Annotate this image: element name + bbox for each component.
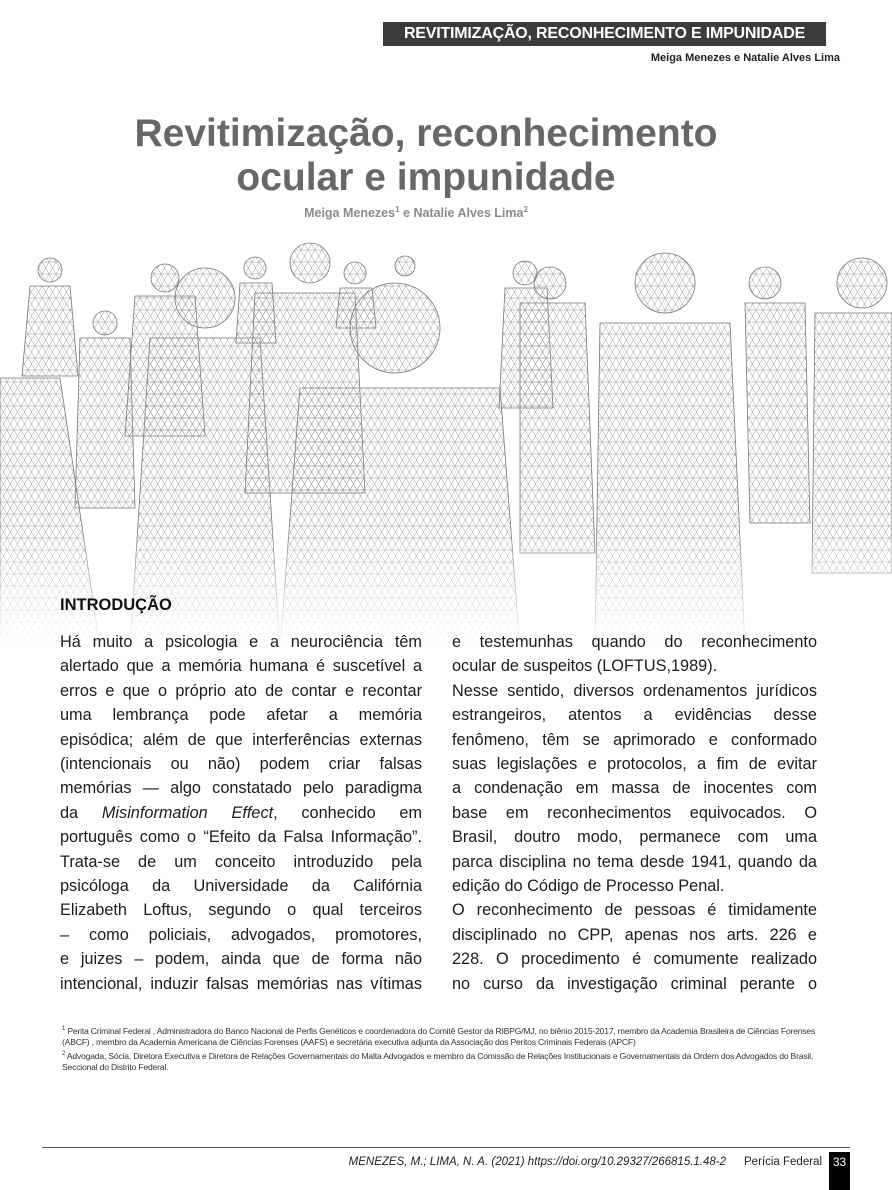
text-line: psicóloga da Universidade da Califórnia (60, 877, 422, 896)
text-line: base em reconhecimentos equivocados. O (452, 803, 817, 822)
byline-connector: e (399, 206, 414, 221)
footnote-text: Advogada, Sócia, Diretora Executiva e Diretora de Relações Governamentais do Malta Advogados e membro da Comissão de Relações Institucionais e Governamentais da Ordem dos Advogados do Brasil, Seccional do Distrito Federal. (62, 1050, 814, 1073)
header-authors: Meiga Menezes e Natalie Alves Lima (650, 52, 840, 64)
text-line: da Misinformation Effect, conhecido em (60, 803, 423, 822)
text-line: português como o “Efeito da Falsa Informação”. (60, 828, 422, 847)
text-line: ocular de suspeitos (LOFTUS,1989). (452, 657, 718, 676)
text-line: erros e que o próprio ato de contar e recontar (60, 681, 422, 700)
body-column-right (452, 630, 817, 996)
section-header: REVITIMIZAÇÃO, RECONHECIMENTO E IMPUNIDADE (383, 22, 826, 46)
footer-citation[interactable]: MENEZES, M.; LIMA, N. A. (2021) https://doi.org/10.29327/266815.1.48-2 (348, 1156, 727, 1168)
text-line: Elizabeth Loftus, segundo o qual terceiros (60, 901, 422, 920)
author-1: Meiga Menezes (304, 206, 396, 221)
text-line: disciplinado no CPP, apenas nos arts. 226 e (452, 925, 817, 944)
footer-divider (42, 1147, 850, 1148)
page-number: 33 (829, 1152, 850, 1190)
text-line: Há muito a psicologia e a neurociência têm (60, 633, 422, 651)
text-line: e testemunhas quando do reconhecimento (452, 633, 817, 651)
text-line: O reconhecimento de pessoas é timidamente (452, 901, 817, 920)
byline (0, 205, 892, 220)
text-line: edição do Código de Processo Penal. (452, 877, 725, 896)
title-line-1: Revitimização, reconhecimento (134, 112, 718, 155)
section-heading: INTRODUÇÃO (60, 596, 172, 614)
text-line: Nesse sentido, diversos ordenamentos jurídicos (452, 681, 817, 700)
author-2: Natalie Alves Lima (413, 206, 524, 221)
text-line: Brasil, doutro modo, permanece com uma (452, 828, 817, 847)
footnote-ref-1[interactable]: 1 (395, 205, 400, 214)
text-line: estrangeiros, atentos a evidências desse (452, 706, 817, 725)
footer (349, 1156, 822, 1168)
footnote-ref-2[interactable]: 2 (523, 205, 528, 214)
footnote-number: 1 (62, 1026, 66, 1032)
text-line: 228. O procedimento é comumente realizado (452, 950, 817, 969)
text-line: e juizes – podem, ainda que de forma não (60, 950, 422, 969)
text-line: (intencionais ou não) podem criar falsas (60, 755, 422, 774)
article-title (0, 112, 892, 200)
text-line: alertado que a memória humana é suscetível a (60, 657, 422, 676)
text-line: parca disciplina no tema desde 1941, quando da (452, 852, 817, 871)
text-line: intencional, induzir falsas memórias nas vítimas (60, 974, 422, 993)
footnote-text: Perita Criminal Federal , Administradora do Banco Nacional de Perfis Genéticos e coordenadora do Comitê Gestor da RIBPG/MJ, no biênio 2015-2017, membro da Academia Brasileira de Ciências Forenses (ABCF) , membro da Academia Americana de Ciências Forenses (AAFS) e secretária executiva adjunta da Associação dos Peritos Criminais Federais (APCF) (62, 1025, 816, 1048)
footer-journal: Perícia Federal (744, 1156, 822, 1168)
title-line-2: ocular e impunidade (236, 156, 616, 199)
footnote (62, 1049, 832, 1074)
text-line: a condenação em massa de inocentes com (452, 779, 817, 798)
footnote (62, 1024, 832, 1049)
text-line: suas legislações e protocolos, a fim de evitar (452, 755, 817, 774)
text-line: uma lembrança pode afetar a memória (60, 706, 422, 725)
wireframe-crowd-illustration (0, 238, 892, 648)
text-line: episódica; além de que interferências externas (60, 730, 422, 749)
text-line: fenômeno, têm se aprimorado e conformado (452, 730, 817, 749)
footnotes (62, 1024, 832, 1074)
text-line: memórias — algo constatado pelo paradigma (60, 779, 422, 798)
text-line: Trata-se de um conceito introduzido pela (60, 852, 422, 871)
footnote-number: 2 (62, 1050, 66, 1057)
text-line: no curso da investigação criminal perante o (452, 974, 817, 993)
text-line: – como policiais, advogados, promotores, (60, 925, 422, 944)
body-column-left (60, 630, 422, 996)
